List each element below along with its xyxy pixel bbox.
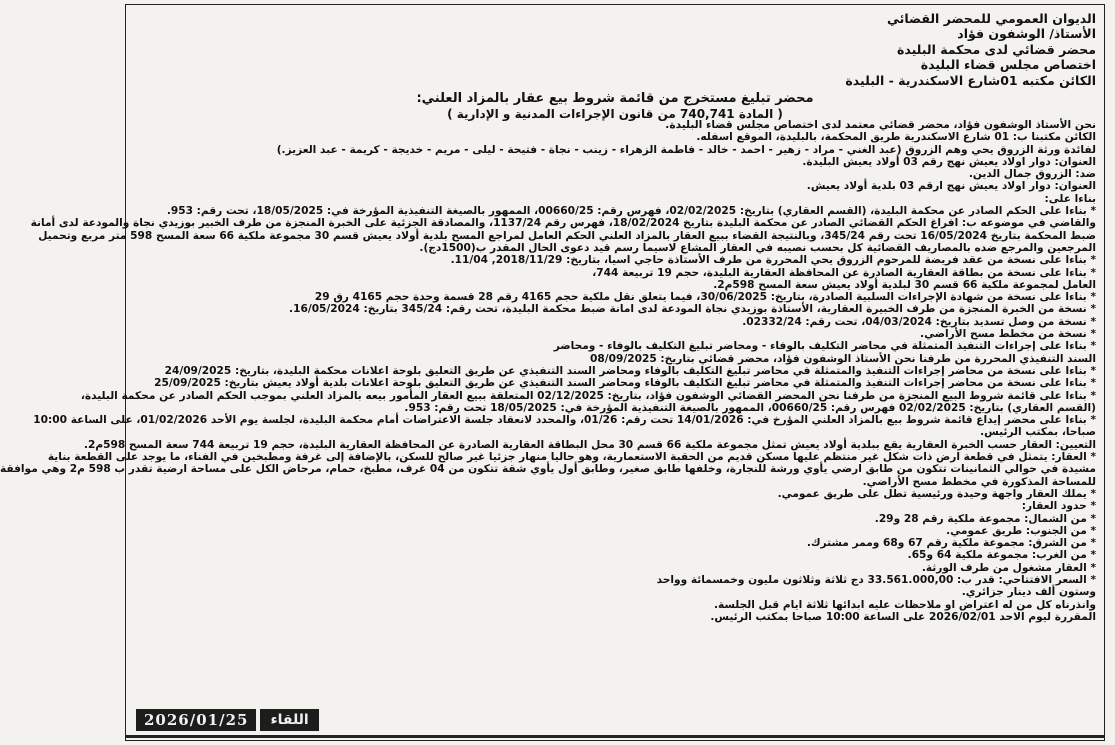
body-line: التعيين: العقار حسب الخبرة العقارية يقع ببلدية أولاد يعيش تمثل مجموعة ملكية 66 قسم 30 محل البطاقة العقارية الصادرة عن المحافظة العقارية البليدة، حجم 19 تربيعة 744 سعة المسح 598م2. [83, 438, 1096, 451]
body-line: وستون ألف دينار جزائري. [961, 586, 1096, 599]
body-line: المرجعين والمرجع ضده بالمصاريف القضائية كل بحسب نصيبه في العقار المشاع لاسيما رسم قيد دعوى الحال المقدر ب(1500دج). [419, 241, 1096, 254]
body-line: نحن الأستاذ الوشفون فؤاد، محضر قضائي معتمد لدى اختصاص مجلس قضاء البليدة. [665, 119, 1096, 131]
bailiff-office-header [736, 11, 1096, 88]
body-line: * بناءا على قائمة شروط البيع المنجزة من طرفنا نحن المحضر القضائي الوشفون فؤاد، بتاريخ: 02/12/2025 المتعلقة ببيع العقار المأمور بيعه بالمزاد العلني بموجب الحكم الصادر عن محكمة البليدة، [80, 389, 1096, 402]
body-line: * من الشرق: مجموعة ملكية رقم 67 و68 وممر مشترك. [806, 537, 1096, 550]
body-line: المقررة ليوم الاحد 2026/02/01 على الساعة 10:00 صباحا بمكتب الرئيس. [710, 610, 1096, 623]
body-line: * نسخة من الخبرة المنجزة من طرف الخبيرة العقارية، الأستاذة بوزيدي نجاة المودعة لدى امانة ضبط محكمة البليدة، تحت رقم: 345/24 بتاريخ: 16/05/2024. [289, 303, 1096, 316]
body-line: * من الشمال: مجموعة ملكية رقم 28 و29. [874, 512, 1096, 525]
body-line: للمساحة المذكورة في مخطط مسح الأراضي. [862, 475, 1096, 488]
body-line: والقاضي في موضوعه ب: افراغ الحكم القضائي الصادر عن محكمة البليدة بتاريخ 18/02/2024، فهرس رقم 1137/24، والمصادقة الجزئية على الخبرة المنجزة من طرف الخبير بوزيدي نجاة والمودعة لدى أمانة [30, 217, 1096, 230]
publication-footer [136, 709, 319, 731]
notice-title-sub: ( المادة 740,741 من قانون الإجراءات المدنية و الإدارية ) [447, 107, 783, 121]
body-line: * بناءا على نسخة من محاضر إجراءات التنفيذ والمتمثلة في محاضر تبليغ التكليف بالوفاء ومحاضر السند التنفيذي عن طريق التعليق بلوحة اعلانات بلدية أولاد يعيش بتاريخ: 25/09/2025 [154, 377, 1096, 390]
body-line: العامل لمجموعة ملكية 66 قسم 30 لبلدية أولاد يعيش سعة المسح 598م2. [713, 278, 1096, 291]
body-line: ضد: الزروق جمال الدين. [968, 168, 1096, 181]
body-line: * بناءا على الحكم الصادر عن محكمة البليدة، (القسم العقاري) بتاريخ: 02/02/2025، فهرس رقم: 00660/25، الممهور بالصيغة التنفيذية المؤرخة في: 18/05/2025، تحت رقم: 953. [166, 205, 1096, 218]
body-line: * بناءا على نسخة من شهادة الإجراءات السلبية الصادرة، بتاريخ: 30/06/2025، فيما يتعلق نقل ملكية حجم 4165 رقم 28 قسمة وحدة حجم 4165 رق 29 [314, 291, 1096, 304]
body-line: * نسخة من مخطط مسح الأراضي. [920, 328, 1096, 341]
legal-notice-page [0, 4, 1105, 741]
body-line: * العقار: يتمثل في قطعة ارض ذات شكل غير منتظم عليها مسكن قديم من الحقبة الاستعمارية، وهو حاليا منهار جزئيا غير صالح للسكن، بالإضافة إلى غرفة ومطبخين في الفناء، ما يوجد على القطعة بناية [47, 451, 1096, 464]
body-line: * بناءا على إجراءات التنفيذ المتمثلة في محاضر التكليف بالوفاء - ومحاضر تبليغ التكليف بالوفاء - ومحاضر [553, 340, 1096, 353]
header-line: الكائن مكتبه 01شارع الاسكندرية - البليدة [845, 72, 1096, 88]
body-line: وانذرناه كل من له اعتراض او ملاحظات عليه ابدائها ثلاثة ايام قبل الجلسة. [714, 598, 1096, 611]
body-line: مشيدة في حوالي الثمانينات تتكون من طابق ارضي يأوي ورشة للنجارة، وخلفها طابق صغير، وطابق أول يأوي شقة تتكون من 04 غرف، مطبخ، حمام، مرحاض الكل على مساحة ارضية تقدر ب 598 م2 وهي موافقة [0, 463, 1096, 476]
header-line: الديوان العمومي للمحضر القضائي [887, 11, 1096, 26]
body-line: * نسخة من وصل تسديد بتاريخ: 04/03/2024، تحت رقم: 02332/24. [742, 315, 1096, 328]
header-line: محضر قضائي لدى محكمة البليدة [896, 41, 1096, 57]
publication-date: 2026/01/25 [136, 709, 256, 731]
body-line: * يملك العقار واجهة وحيدة ورئيسية تطل على طريق عمومي. [777, 487, 1096, 500]
body-line: (القسم العقاري) بتاريخ: 02/02/2025 فهرس رقم: 00660/25، الممهور بالصيغة التنفيذية المؤرخة في: 18/05/2025 تحت رقم: 953. [404, 401, 1096, 414]
body-line: * من الغرب: مجموعة ملكية 64 و65. [907, 549, 1096, 562]
body-line: السند التنفيذي المحررة من طرفنا نحن الأستاذ الوشفون فؤاد، محضر قضائي بتاريخ: 08/09/2025 [589, 352, 1096, 365]
body-line: العنوان: دوار اولاد يعيش نهج ارقم 03 بلدية أولاد يعيش. [806, 180, 1096, 193]
body-line: الكائن مكتبنا ب: 01 شارع الاسكندرية طريق المحكمة، بالبليدة، الموقع اسفله. [696, 131, 1096, 144]
bottom-divider [126, 735, 1104, 738]
body-line: * السعر الافتتاحي: قدر ب: 33.561.000,00 دج ثلاثة وثلاثون مليون وخمسمائة وواحد [656, 573, 1096, 586]
body-line: * بناءا على نسخة من محاضر إجراءات التنفيذ والمتمثلة في محاضر تبليغ التكليف بالوفاء ومحاضر السند التنفيذي عن طريق التعليق بلوحة اعلانات محكمة البليدة، بتاريخ: 24/09/2025 [164, 364, 1096, 377]
body-line: * العقار مشغول من طرف الورثة. [921, 561, 1096, 574]
body-line: ضبط المحكمة بتاريخ 16/05/2024 تحت رقم 345/24، وبالنتيجة القضاء ببيع العقار بالمزاد العلني الحكم العامل لمراجع المسح بلدية أولاد يعيش قسم 30 مجموعة ملكية 66 سعة المسح 598 متر مربع وتحميل [38, 229, 1096, 242]
header-line: اختصاص مجلس قضاء البليدة [920, 57, 1096, 73]
notice-title [126, 91, 1104, 122]
body-line: * حدود العقار: [1021, 500, 1096, 513]
body-line: بناءا على: [1044, 192, 1096, 205]
body-line: العنوان: دوار اولاد يعيش نهج رقم 03 أولاد يعيش البليدة. [802, 155, 1096, 168]
body-line: لفائدة ورثة الزروق يحي وهم الزروق (عبد الغني - مراد - زهير - احمد - خالد - فاطمة الزهراء - زينب - نجاة - فتيحة - ليلى - مريم - خديجة - كريمة - عبد العزيز.) [276, 143, 1096, 156]
header-line: الأستاذ/ الوشفون فؤاد [957, 26, 1096, 42]
notice-title-main: محضر تبليغ مستخرج من قائمة شروط بيع عقار بالمزاد العلني: [416, 91, 814, 106]
body-line: * من الجنوب: طريق عمومي. [946, 524, 1096, 537]
body-line: * بناءا على نسخة من عقد فريضة للمرحوم الزروق يحي المحررة من طرف الأستاذة حاجي اسيا، بتاريخ: 2018/11/29, 11/04. [450, 254, 1096, 267]
notice-body [0, 119, 1096, 623]
body-line: * بناءا على محضر إيداع قائمة شروط بيع بالمزاد العلني المؤرخ في: 14/01/2026 تحت رقم: 01/26، والمحدد لانعقاد جلسة الاعتراضات أمام محكمة البليدة، لجلسة يوم الأحد 01/02/2026، على الساعة 10:00 [33, 414, 1096, 427]
newspaper-name: اللقاء [260, 709, 318, 731]
body-line: صباحا، بمكتب الرئيس. [980, 426, 1096, 439]
body-line: * بناءا على نسخة من بطاقة العقارية الصادرة عن المحافظة العقارية البليدة، حجم 19 تربيعة 744، [592, 266, 1096, 279]
